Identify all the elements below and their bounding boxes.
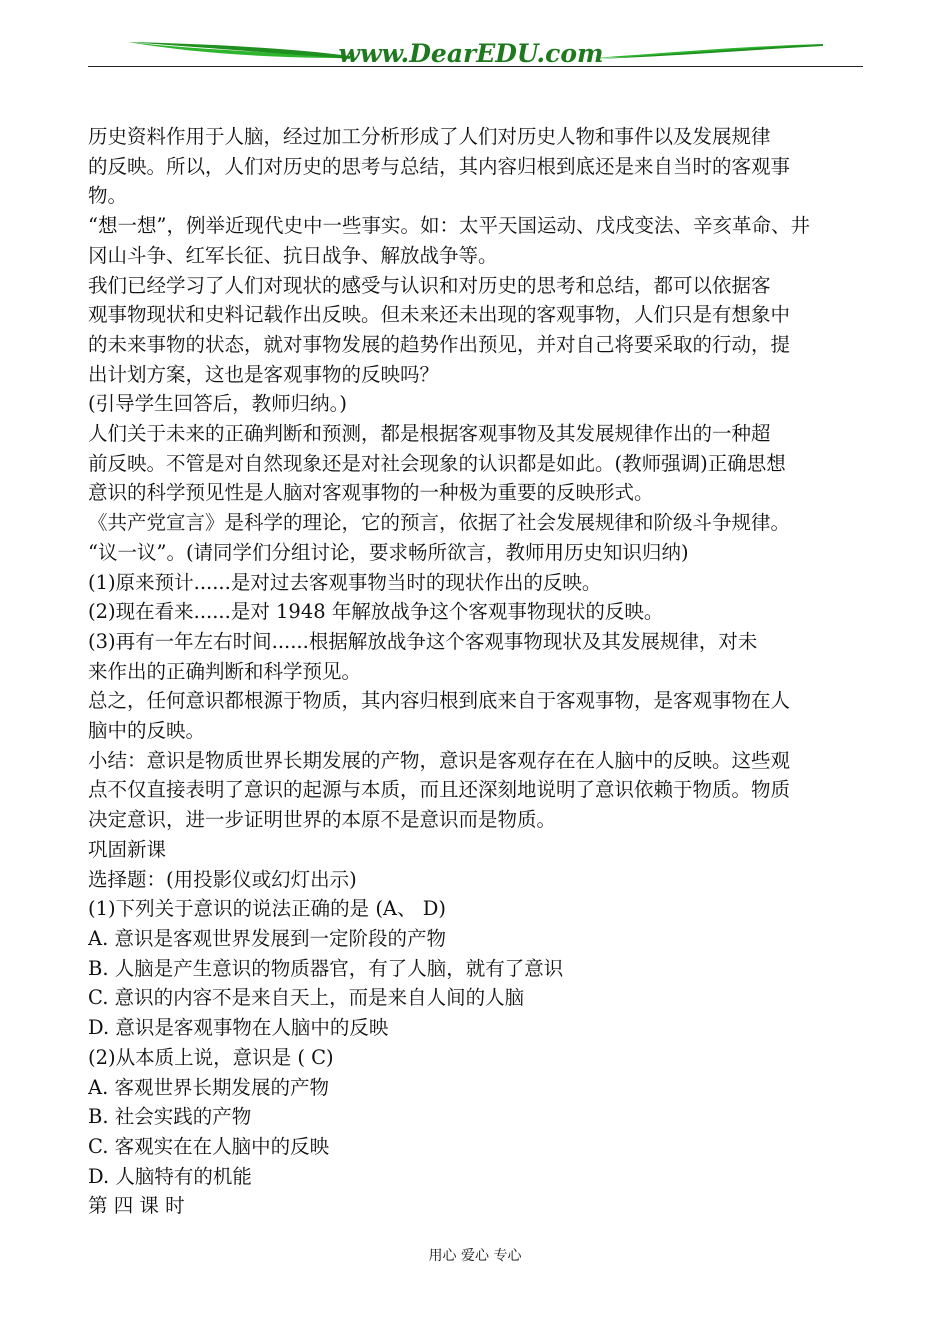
- body-line: C. 客观实在在人脑中的反映: [88, 1134, 330, 1158]
- body-line: 冈山斗争、红军长征、抗日战争、解放战争等。: [88, 243, 498, 267]
- body-line: 巩固新课: [88, 837, 167, 861]
- body-line: 的反映。所以，人们对历史的思考与总结，其内容归根到底还是来自当时的客观事: [88, 154, 791, 178]
- body-line: C. 意识的内容不是来自天上，而是来自人间的人脑: [88, 986, 525, 1010]
- body-line: (1)原来预计......是对过去客观事物当时的现状作出的反映。: [88, 570, 602, 594]
- body-line: 人们关于未来的正确判断和预测，都是根据客观事物及其发展规律作出的一种超: [88, 422, 771, 446]
- body-line: 前反映。不管是对自然现象还是对社会现象的认识都是如此。(教师强调)正确思想: [88, 451, 786, 475]
- document-body: [88, 122, 863, 1221]
- body-line: B. 人脑是产生意识的物质器官，有了人脑，就有了意识: [88, 956, 564, 980]
- page-footer: 用心 爱心 专心: [428, 1248, 522, 1264]
- body-line: 总之，任何意识都根源于物质，其内容归根到底来自于客观事物，是客观事物在人: [88, 689, 791, 713]
- body-line: (1)下列关于意识的说法正确的是 (A、 D): [88, 897, 446, 921]
- body-line: 出计划方案，这也是客观事物的反映吗？: [88, 362, 440, 386]
- body-line: 脑中的反映。: [88, 719, 206, 743]
- body-line: 物。: [88, 184, 128, 208]
- body-line: 的未来事物的状态，就对事物发展的趋势作出预见，并对自己将要采取的行动，提: [88, 332, 791, 356]
- body-line: (引导学生回答后，教师归纳。): [88, 392, 347, 416]
- site-header-logo: [88, 28, 863, 70]
- body-line: 历史资料作用于人脑，经过加工分析形成了人们对历史人物和事件以及发展规律: [88, 125, 771, 148]
- body-line: D. 人脑特有的机能: [88, 1164, 252, 1188]
- body-line: (3)再有一年左右时间......根据解放战争这个客观事物现状及其发展规律，对未: [88, 629, 758, 653]
- body-line: 点不仅直接表明了意识的起源与本质，而且还深刻地说明了意识依赖于物质。物质: [88, 778, 791, 802]
- body-line: “想一想”，例举近现代史中一些事实。如：太平天国运动、戊戌变法、辛亥革命、井: [88, 214, 810, 238]
- body-line: 我们已经学习了人们对现状的感受与认识和对历史的思考和总结，都可以依据客: [88, 273, 771, 297]
- body-line: (2)从本质上说，意识是 ( C): [88, 1045, 334, 1069]
- body-line: 选择题：(用投影仪或幻灯出示): [88, 867, 357, 891]
- body-line: B. 社会实践的产物: [88, 1105, 252, 1129]
- body-line: 小结：意识是物质世界长期发展的产物，意识是客观存在在人脑中的反映。这些观: [88, 748, 791, 772]
- body-line: (2)现在看来......是对 1948 年解放战争这个客观事物现状的反映。: [88, 600, 664, 624]
- body-line: 第 四 课 时: [88, 1194, 185, 1218]
- site-logo-text: www.DearEDU.com: [338, 39, 604, 68]
- body-line: A. 意识是客观世界发展到一定阶段的产物: [88, 926, 446, 950]
- body-line: “议一议”。(请同学们分组讨论，要求畅所欲言，教师用历史知识归纳): [88, 540, 689, 564]
- body-line: 意识的科学预见性是人脑对客观事物的一种极为重要的反映形式。: [88, 481, 654, 505]
- body-line: 决定意识，进一步证明世界的本原不是意识而是物质。: [88, 808, 557, 832]
- body-line: 来作出的正确判断和科学预见。: [88, 659, 362, 683]
- body-line: A. 客观世界长期发展的产物: [88, 1075, 329, 1099]
- body-line: 《共产党宣言》是科学的理论，它的预言，依据了社会发展规律和阶级斗争规律。: [88, 511, 791, 535]
- header-divider: [88, 66, 863, 67]
- body-line: 观事物现状和史料记载作出反映。但未来还未出现的客观事物，人们只是有想象中: [88, 303, 791, 327]
- body-line: D. 意识是客观事物在人脑中的反映: [88, 1016, 389, 1040]
- swoosh-logo-graphic: [88, 28, 863, 70]
